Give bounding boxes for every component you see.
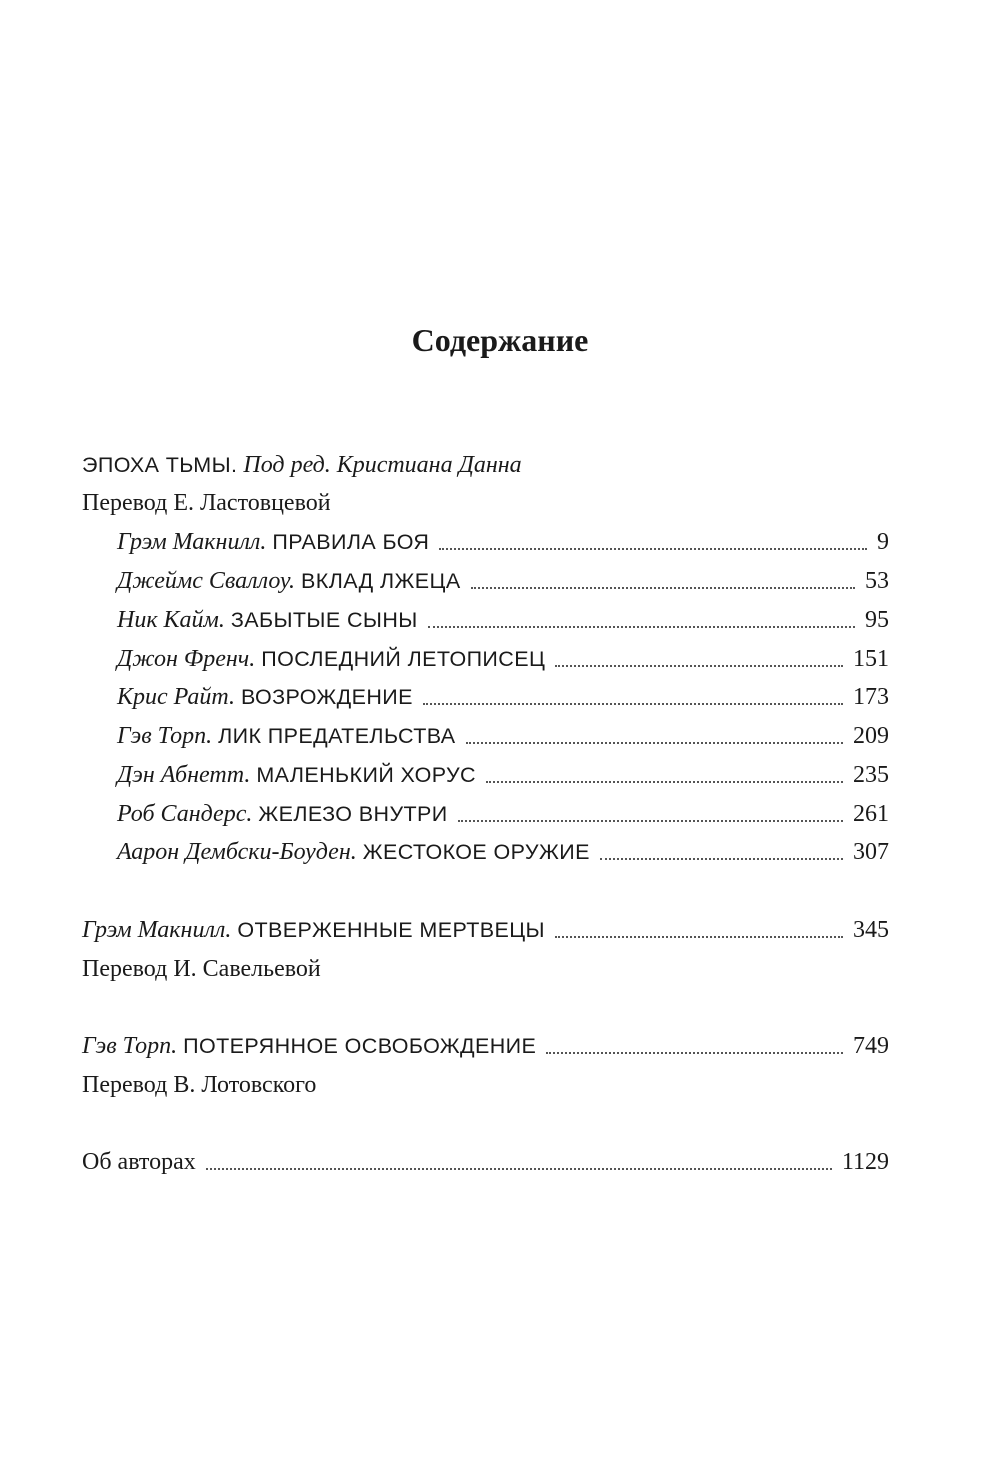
entry-page: 307	[853, 839, 889, 865]
entry-page: 95	[865, 607, 889, 633]
toc-entry[interactable]	[117, 719, 889, 753]
entry-author: Крис Райт.	[117, 684, 235, 710]
entry-title: ЖЕСТОКОЕ ОРУЖИЕ	[362, 840, 590, 864]
entry-page: 173	[853, 684, 889, 710]
entry-page: 345	[853, 917, 889, 943]
entry-page: 235	[853, 762, 889, 788]
toc-entry[interactable]	[117, 564, 889, 598]
leader-dots	[423, 701, 843, 705]
leader-dots	[555, 663, 843, 667]
entry-title: ВКЛАД ЛЖЕЦА	[301, 569, 461, 593]
leader-dots	[471, 585, 855, 589]
novel-translator: Перевод И. Савельевой	[82, 956, 321, 982]
leader-dots	[206, 1166, 832, 1170]
toc-entry[interactable]	[117, 680, 889, 714]
leader-dots	[466, 740, 844, 744]
toc-entry[interactable]	[117, 642, 889, 676]
entry-title: МАЛЕНЬКИЙ ХОРУС	[256, 763, 476, 787]
toc-entry[interactable]	[117, 603, 889, 637]
collection-heading	[82, 448, 522, 482]
entry-title: Об авторах	[82, 1149, 196, 1175]
leader-dots	[555, 934, 843, 938]
entry-page: 53	[865, 568, 889, 594]
toc-entry[interactable]	[117, 797, 889, 831]
entry-title: ЛИК ПРЕДАТЕЛЬСТВА	[218, 724, 456, 748]
leader-dots	[486, 779, 843, 783]
toc-entry-about[interactable]	[82, 1145, 889, 1179]
entry-title: ПОСЛЕДНИЙ ЛЕТОПИСЕЦ	[261, 647, 546, 671]
entry-author: Грэм Макнилл.	[117, 529, 267, 555]
entry-title: ПРАВИЛА БОЯ	[272, 530, 430, 554]
collection-translator: Перевод Е. Ластовцевой	[82, 490, 331, 516]
novel-translator: Перевод В. Лотовского	[82, 1072, 317, 1098]
entry-author: Гэв Торп.	[82, 1033, 178, 1059]
entry-author: Гэв Торп.	[117, 723, 213, 749]
entry-author: Грэм Макнилл.	[82, 917, 232, 943]
entry-page: 1129	[841, 1149, 889, 1175]
toc-entry-novel[interactable]	[82, 1029, 889, 1063]
entry-author: Дэн Абнетт.	[117, 762, 251, 788]
entry-author: Роб Сандерс.	[117, 801, 253, 827]
toc-entry[interactable]	[117, 525, 889, 559]
page-title: Содержание	[411, 322, 589, 358]
collection-editor: Под ред. Кристиана Данна	[243, 452, 522, 478]
entry-title: ВОЗРОЖДЕНИЕ	[240, 685, 413, 709]
entry-author: Джон Френч.	[117, 646, 256, 672]
collection-title: ЭПОХА ТЬМЫ.	[82, 453, 238, 477]
entry-author: Джеймс Сваллоу.	[117, 568, 296, 594]
entry-author: Ник Кайм.	[117, 607, 225, 633]
entry-page: 209	[853, 723, 889, 749]
toc-entry[interactable]	[117, 758, 889, 792]
entry-page: 151	[853, 646, 889, 672]
leader-dots	[546, 1050, 843, 1054]
entry-title: ЖЕЛЕЗО ВНУТРИ	[258, 802, 448, 826]
entry-page: 749	[853, 1033, 889, 1059]
leader-dots	[439, 546, 867, 550]
leader-dots	[428, 624, 855, 628]
toc-entry-novel[interactable]	[82, 913, 889, 947]
entry-title: ПОТЕРЯННОЕ ОСВОБОЖДЕНИЕ	[183, 1034, 537, 1058]
entry-page: 261	[853, 801, 889, 827]
leader-dots	[600, 856, 843, 860]
entry-title: ЗАБЫТЫЕ СЫНЫ	[230, 608, 418, 632]
toc-entry[interactable]	[117, 835, 889, 869]
leader-dots	[458, 818, 843, 822]
entry-author: Аарон Дембски-Боуден.	[117, 839, 357, 865]
entry-page: 9	[877, 529, 889, 555]
entry-title: ОТВЕРЖЕННЫЕ МЕРТВЕЦЫ	[237, 918, 545, 942]
